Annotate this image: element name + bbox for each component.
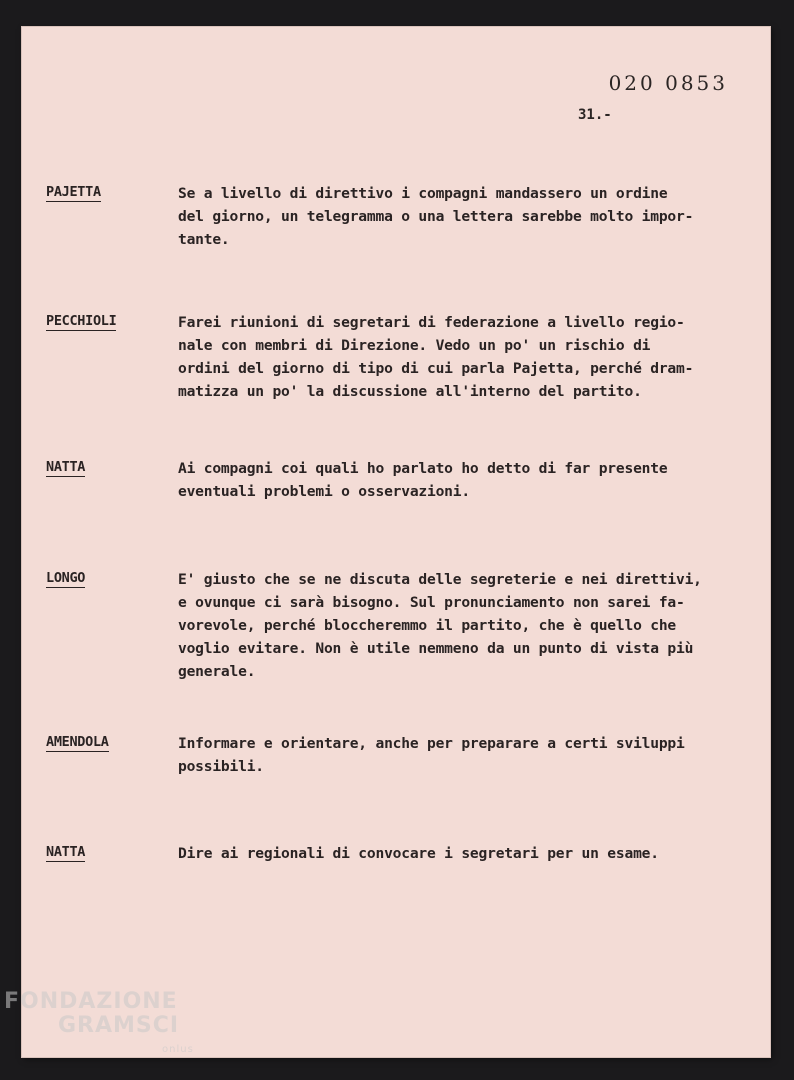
page-number: 31.- <box>578 107 612 123</box>
speaker-name: PAJETTA <box>46 184 101 200</box>
archive-number: 020 0853 <box>608 71 728 95</box>
speech-text: Farei riunioni di segretari di federazione a livello regio- nale con membri di Direzione. Vedo un po' un rischio di ordini del giorno di tipo di cui parla Pajetta, perché dram- matizza un po' la discussione all'interno del partito. <box>178 314 694 400</box>
document-page <box>22 27 770 1057</box>
speech-text: Se a livello di direttivo i compagni mandassero un ordine del giorno, un telegramma o una lettera sarebbe molto impor- tante. <box>178 185 694 248</box>
speech-text: Ai compagni coi quali ho parlato ho detto di far presente eventuali problemi o osservazioni. <box>178 460 668 500</box>
speech-text: Dire ai regionali di convocare i segretari per un esame. <box>178 845 659 862</box>
watermark-line1: FONDAZIONE <box>4 989 178 1014</box>
watermark-line3: onlus <box>162 1044 194 1055</box>
speaker-name: PECCHIOLI <box>46 313 117 329</box>
speaker-name: NATTA <box>46 459 86 475</box>
speaker-name: NATTA <box>46 844 86 860</box>
watermark-line2: GRAMSCI <box>58 1013 180 1038</box>
speech-text: E' giusto che se ne discuta delle segreterie e nei direttivi, e ovunque ci sarà bisogno. Sul pronunciamento non sarei fa- vorevole, perché bloccheremmo il partito, che è quello che voglio evitare. Non è utile nemmeno da un punto di vista più generale. <box>178 571 702 680</box>
speaker-name: LONGO <box>46 570 86 586</box>
speaker-name: AMENDOLA <box>46 734 109 750</box>
speech-text: Informare e orientare, anche per preparare a certi sviluppi possibili. <box>178 735 685 775</box>
watermark-logo <box>4 990 194 1062</box>
